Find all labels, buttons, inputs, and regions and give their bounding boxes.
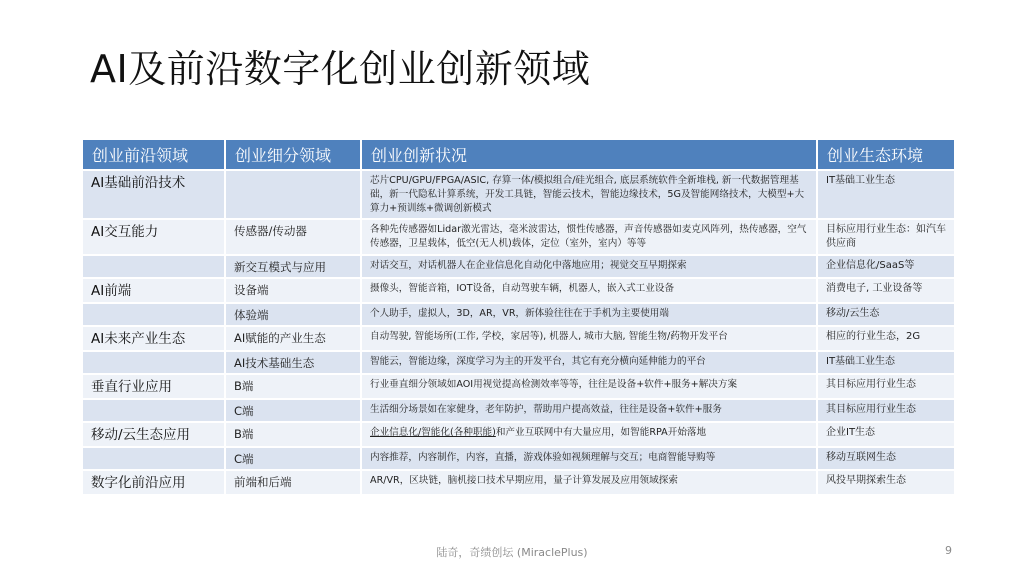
table-row <box>83 303 954 326</box>
cell-environment: 相应的行业生态，2G <box>817 326 954 351</box>
cell-domain: 垂直行业应用 <box>83 374 225 399</box>
header-domain: 创业前沿领域 <box>83 140 225 170</box>
cell-subdomain: 传感器/传动器 <box>225 219 361 255</box>
table-row <box>83 470 954 494</box>
table-row <box>83 255 954 278</box>
footer-credit: 陆奇，奇绩创坛 (MiraclePlus) <box>436 546 588 559</box>
cell-status: 行业垂直细分领域如AOI用视觉提高检测效率等等，往往是设备+软件+服务+解决方案 <box>361 374 817 399</box>
table-row <box>83 374 954 399</box>
cell-domain <box>83 399 225 422</box>
table-header-row <box>83 140 954 170</box>
cell-subdomain: B端 <box>225 374 361 399</box>
cell-domain <box>83 303 225 326</box>
cell-domain: AI基础前沿技术 <box>83 170 225 219</box>
cell-subdomain: 新交互模式与应用 <box>225 255 361 278</box>
status-underlined-text: 企业信息化/智能化(各种职能) <box>370 427 496 438</box>
cell-subdomain: AI技术基础生态 <box>225 351 361 374</box>
cell-status: 个人助手，虚拟人，3D，AR，VR，新体验往往在于手机为主要使用端 <box>361 303 817 326</box>
header-subdomain: 创业细分领域 <box>225 140 361 170</box>
cell-domain: 移动/云生态应用 <box>83 422 225 447</box>
cell-environment: 目标应用行业生态：如汽车供应商 <box>817 219 954 255</box>
table-row <box>83 399 954 422</box>
cell-environment: IT基础工业生态 <box>817 351 954 374</box>
cell-subdomain: 设备端 <box>225 278 361 303</box>
table-row <box>83 326 954 351</box>
innovation-table <box>83 140 954 494</box>
cell-subdomain <box>225 170 361 219</box>
cell-subdomain: C端 <box>225 399 361 422</box>
cell-subdomain: 体验端 <box>225 303 361 326</box>
cell-status: 摄像头，智能音箱，IOT设备，自动驾驶车辆，机器人，嵌入式工业设备 <box>361 278 817 303</box>
cell-subdomain: B端 <box>225 422 361 447</box>
cell-status: 芯片CPU/GPU/FPGA/ASIC, 存算一体/模拟组合/硅光组合, 底层系统软件全新堆栈, 新一代数据管理基础，新一代隐私计算系统，开发工具链，智能云技术，智能边缘技术，5G及智能网络技术，大模型+大算力+预训练+微调创新模式 <box>361 170 817 219</box>
table-row <box>83 219 954 255</box>
cell-domain: AI未来产业生态 <box>83 326 225 351</box>
cell-environment: 消费电子, 工业设备等 <box>817 278 954 303</box>
cell-environment: 其目标应用行业生态 <box>817 374 954 399</box>
status-text: 和产业互联网中有大量应用，如智能RPA开始落地 <box>495 427 707 438</box>
table-row <box>83 351 954 374</box>
cell-domain <box>83 255 225 278</box>
cell-subdomain: C端 <box>225 447 361 470</box>
cell-status: 内容推荐，内容制作，内容，直播，游戏体验如视频理解与交互；电商智能导购等 <box>361 447 817 470</box>
page-number: 9 <box>945 544 952 557</box>
cell-status: 自动驾驶, 智能场所(工作, 学校，家居等), 机器人, 城市大脑, 智能生物/药物开发平台 <box>361 326 817 351</box>
table-row <box>83 170 954 219</box>
cell-environment: IT基础工业生态 <box>817 170 954 219</box>
cell-status: 生活细分场景如在家健身，老年防护，帮助用户提高效益，往往是设备+软件+服务 <box>361 399 817 422</box>
cell-environment: 风投早期探索生态 <box>817 470 954 494</box>
cell-status: 智能云，智能边缘，深度学习为主的开发平台，其它有充分横向延伸能力的平台 <box>361 351 817 374</box>
table-row <box>83 447 954 470</box>
cell-status <box>361 422 817 447</box>
cell-domain: AI前端 <box>83 278 225 303</box>
cell-status: AR/VR，区块链，脑机接口技术早期应用，量子计算发展及应用领域探索 <box>361 470 817 494</box>
cell-environment: 移动互联网生态 <box>817 447 954 470</box>
cell-domain <box>83 447 225 470</box>
cell-environment: 其目标应用行业生态 <box>817 399 954 422</box>
table-row <box>83 422 954 447</box>
cell-environment: 移动/云生态 <box>817 303 954 326</box>
header-status: 创业创新状况 <box>361 140 817 170</box>
header-environment: 创业生态环境 <box>817 140 954 170</box>
cell-status: 对话交互，对话机器人在企业信息化自动化中落地应用；视觉交互早期探索 <box>361 255 817 278</box>
slide-title: AI及前沿数字化创业创新领域 <box>90 47 591 91</box>
cell-subdomain: AI赋能的产业生态 <box>225 326 361 351</box>
cell-domain <box>83 351 225 374</box>
cell-domain: 数字化前沿应用 <box>83 470 225 494</box>
cell-domain: AI交互能力 <box>83 219 225 255</box>
cell-subdomain: 前端和后端 <box>225 470 361 494</box>
cell-environment: 企业IT生态 <box>817 422 954 447</box>
cell-status: 各种先传感器如Lidar激光雷达，毫米波雷达，惯性传感器，声音传感器如麦克风阵列，热传感器，空气传感器，卫星载体，低空(无人机)载体，定位（室外，室内）等等 <box>361 219 817 255</box>
cell-environment: 企业信息化/SaaS等 <box>817 255 954 278</box>
table-row <box>83 278 954 303</box>
